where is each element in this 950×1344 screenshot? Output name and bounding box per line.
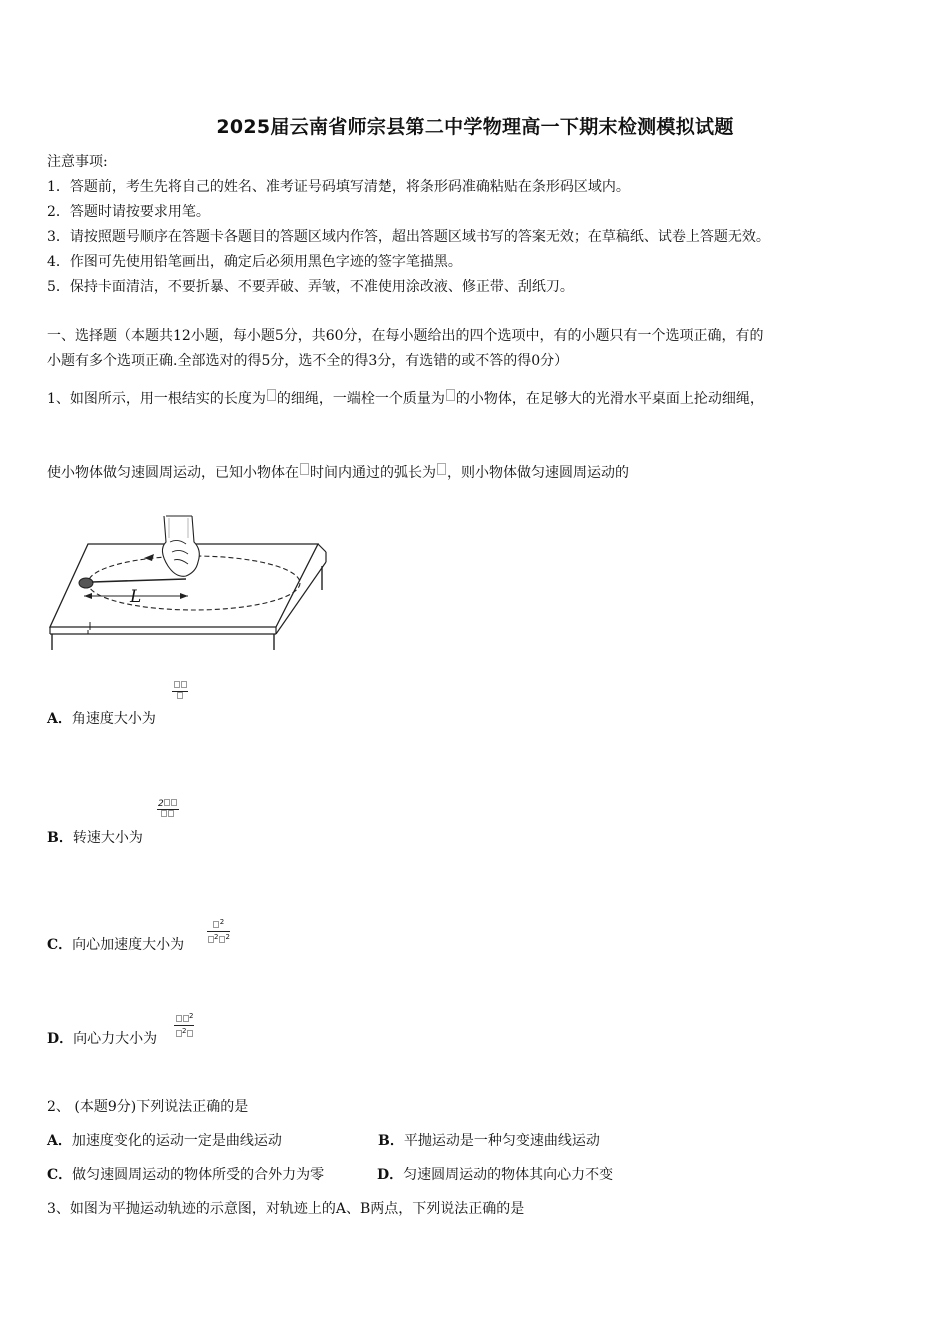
- q1-option-b: B．转速大小为: [47, 830, 143, 846]
- q2-option-c: C．做匀速圆周运动的物体所受的合外力为零: [47, 1167, 325, 1183]
- option-b-fraction: 2: [157, 799, 179, 820]
- notice-item: 3．请按照题号顺序在答题卡各题目的答题区域内作答，超出答题区域书写的答案无效；在草稿纸、试卷上答题无效。: [47, 229, 770, 245]
- q1-stem-line2: 使小物体做匀速圆周运动，已知小物体在 时间内通过的弧长为 ，则小物体做匀速圆周运动的: [47, 465, 629, 481]
- q1-option-a: A．角速度大小为: [47, 711, 156, 727]
- q1-option-d: D．向心力大小为: [47, 1031, 158, 1047]
- notice-heading: 注意事项:: [47, 154, 108, 170]
- notice-item: 2．答题时请按要求用笔。: [47, 204, 210, 220]
- option-d-fraction: $\frac{^2}{^2}$: [174, 1011, 194, 1040]
- notice-item: 1．答题前，考生先将自己的姓名、准考证号码填写清楚，将条形码准确粘贴在条形码区域内。: [47, 179, 630, 195]
- q1-stem-line1: 1、如图所示，用一根结实的长度为 的细绳，一端栓一个质量为 的小物体，在足够大的光滑水平桌面上抡动细绳，: [47, 391, 764, 407]
- q2-stem: 2、 (本题9分)下列说法正确的是: [47, 1099, 249, 1115]
- q1-option-c: C．向心加速度大小为: [47, 937, 185, 953]
- q3-stem: 3、如图为平抛运动轨迹的示意图，对轨迹上的A、B两点，下列说法正确的是: [47, 1201, 525, 1217]
- notice-item: 4．作图可先使用铅笔画出，确定后必须用黑色字迹的签字笔描黑。: [47, 254, 462, 270]
- q2-option-a: A．加速度变化的运动一定是曲线运动: [47, 1133, 282, 1149]
- q2-option-d: D．匀速圆周运动的物体其向心力不变: [377, 1167, 614, 1183]
- small-object: [79, 578, 93, 588]
- option-c-fraction: $\frac{^2}{^2 ^2}$: [207, 917, 230, 946]
- length-label: L: [130, 587, 142, 607]
- notice-item: 5．保持卡面清洁，不要折暴、不要弄破、弄皱，不准使用涂改液、修正带、刮纸刀。: [47, 279, 574, 295]
- section-heading-line1: 一、选择题（本题共12小题，每小题5分，共60分，在每小题给出的四个选项中，有的小题只有一个选项正确，有的: [47, 328, 764, 344]
- q2-option-b: B．平抛运动是一种匀变速曲线运动: [378, 1133, 600, 1149]
- placeholder-symbol: [267, 389, 276, 401]
- placeholder-symbol: [300, 463, 309, 475]
- option-a-fraction: [172, 681, 188, 702]
- placeholder-symbol: [446, 389, 455, 401]
- page-title: 2025届云南省师宗县第二中学物理高一下期末检测模拟试题: [216, 116, 734, 138]
- placeholder-symbol: [437, 463, 446, 475]
- section-heading-line2: 小题有多个选项正确.全部选对的得5分，选不全的得3分，有选错的或不答的得0分）: [47, 353, 569, 369]
- q1-figure: [46, 512, 328, 652]
